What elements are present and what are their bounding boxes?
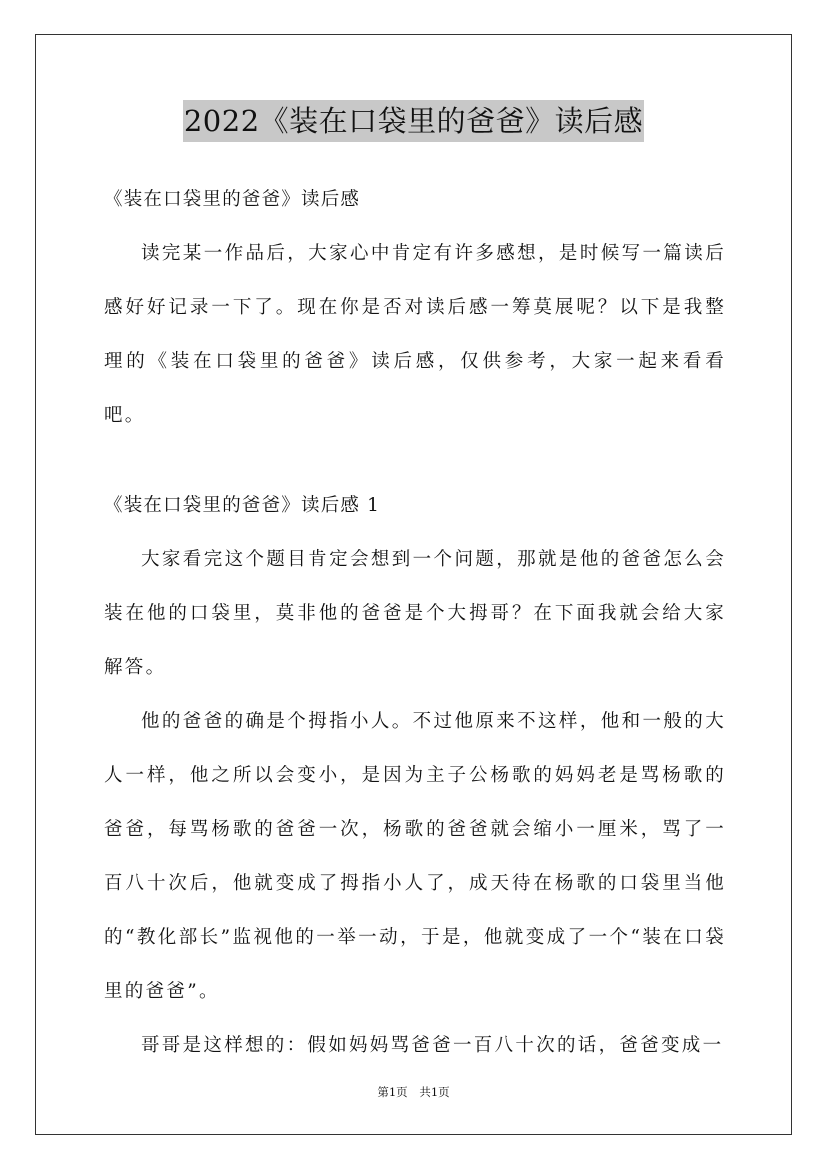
document-body [104,173,726,1073]
body-paragraph-2: 他的爸爸的确是个拇指小人。不过他原来不这样，他和一般的大人一样，他之所以会变小，是因为主子公杨歌的妈妈老是骂杨歌的爸爸，每骂杨歌的爸爸一次，杨歌的爸爸就会缩小一厘米，骂了一百八十次后，他就变成了拇指小人了，成天待在杨歌的口袋里当他的“教化部长”监视他的一举一动，于是，他就变成了一个“装在口袋里的爸爸”。 [104,711,726,1002]
intro-paragraph: 读完某一作品后，大家心中肯定有许多感想，是时候写一篇读后感好好记录一下了。现在你是否对读后感一筹莫展呢？以下是我整理的《装在口袋里的爸爸》读后感，仅供参考，大家一起来看看吧。 [104,243,726,426]
page-total: 共1页 [419,1085,450,1099]
document-title-wrap [0,100,827,142]
page-number: 第1页 [377,1085,408,1099]
section-heading: 《装在口袋里的爸爸》读后感 1 [104,495,381,516]
body-paragraph-1: 大家看完这个题目肯定会想到一个问题，那就是他的爸爸怎么会装在他的口袋里，莫非他的爸爸是个大拇哥？在下面我就会给大家解答。 [104,549,726,678]
body-paragraph-3: 哥哥是这样想的：假如妈妈骂爸爸一百八十次的话，爸爸变成一 [141,1035,724,1056]
document-title: 2022《装在口袋里的爸爸》读后感 [183,100,644,142]
page-footer [0,1084,827,1100]
subtitle: 《装在口袋里的爸爸》读后感 [104,189,361,210]
